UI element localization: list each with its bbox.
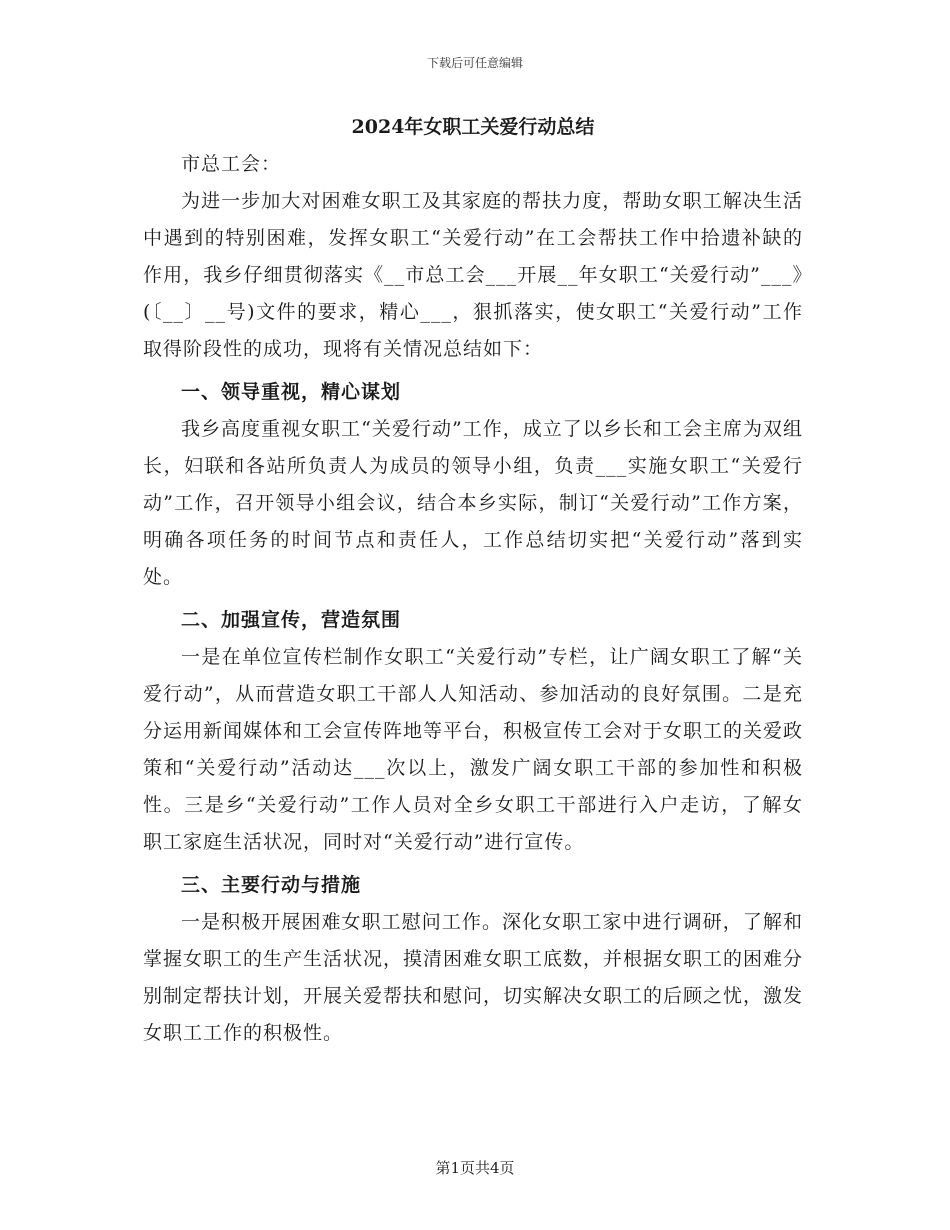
section-paragraph-2: 一是在单位宣传栏制作女职工“关爱行动”专栏，让广阔女职工了解“关爱行动”，从而营造女职工干部人人知活动、参加活动的良好氛围。二是充分运用新闻媒体和工会宣传阵地等平台，积极宣传工会对于女职工的关爱政策和“关爱行动”活动达___次以上，激发广阔女职工干部的参加性和积极性。三是乡“关爱行动”工作人员对全乡女职工干部进行入户走访，了解女职工家庭生活状况，同时对“关爱行动”进行宣传。 <box>143 646 804 853</box>
document-title: 2024年女职工关爱行动总结 <box>351 116 595 138</box>
header-note: 下载后可任意编辑 <box>426 56 523 70</box>
section-paragraph-1: 我乡高度重视女职工“关爱行动”工作，成立了以乡长和工会主席为双组长，妇联和各站所负责人为成员的领导小组，负责___实施女职工“关爱行动”工作，召开领导小组会议，结合本乡实际，制订“关爱行动”工作方案，明确各项任务的时间节点和责任人，工作总结切实把“关爱行动”落到实处。 <box>143 418 803 588</box>
section-heading-1: 一、领导重视，精心谋划 <box>181 381 402 403</box>
section-paragraph-3: 一是积极开展困难女职工慰问工作。深化女职工家中进行调研，了解和掌握女职工的生产生活状况，摸清困难女职工底数，并根据女职工的困难分别制定帮扶计划，开展关爱帮扶和慰问，切实解决女职工的后顾之忧，激发女职工工作的积极性。 <box>143 911 804 1044</box>
section-heading-2: 二、加强宣传，营造氛围 <box>181 609 402 631</box>
document-body <box>143 108 803 1052</box>
page-footer: 第1页共4页 <box>435 1159 515 1177</box>
intro-paragraph: 为进一步加大对困难女职工及其家庭的帮扶力度，帮助女职工解决生活中遇到的特别困难，发挥女职工“关爱行动”在工会帮扶工作中拾遗补缺的作用，我乡仔细贯彻落实《__市总工会___开展__年女职工“关爱行动”___》(〔__〕__号)文件的要求，精心___，狠抓落实，使女职工“关爱行动”工作取得阶段性的成功，现将有关情况总结如下： <box>143 190 803 360</box>
section-heading-3: 三、主要行动与措施 <box>181 874 362 896</box>
addressee: 市总工会： <box>181 153 282 175</box>
